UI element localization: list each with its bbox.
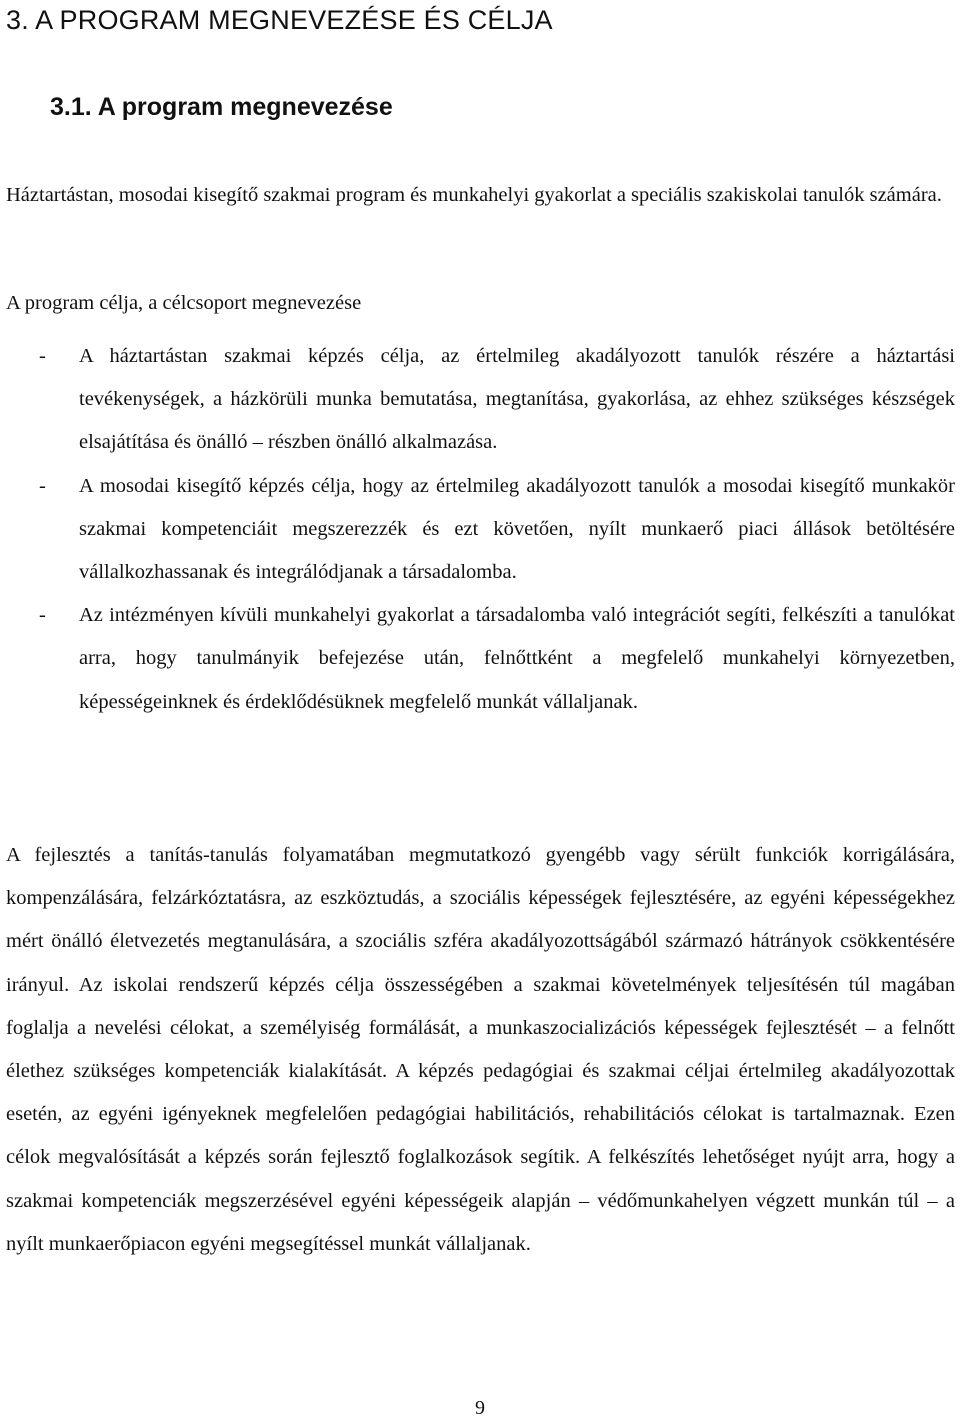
list-item-text: A mosodai kisegítő képzés célja, hogy az értelmileg akadályozott tanulók a mosodai kisegítő munkakör szakmai kompetenciáit megszerezzék és ezt követően, nyílt munkaerő piaci állások betöltésére vállalkozhassanak és integrálódjanak a társadalomba. xyxy=(79,474,955,584)
intro-paragraph: Háztartástan, mosodai kisegítő szakmai program és munkahelyi gyakorlat a speciális szakiskolai tanulók számára. xyxy=(6,184,942,206)
closing-paragraph: A fejlesztés a tanítás-tanulás folyamatában megmutatkozó gyengébb vagy sérült funkciók korrigálására, kompenzálására, felzárkóztatásra, az eszköztudás, a szociális képességek fejlesztésére, az egyéni képességekhez mért önálló életvezetés megtanulására, a szociális szféra akadályozottságából származó hátrányok csökkentésére irányul. Az iskolai rendszerű képzés célja összességében a szakmai követelmények teljesítésén túl magában foglalja a nevelési célokat, a személyiség formálását, a munkaszocializációs képességek fejlesztését – a felnőtt élethez szükséges kompetenciák kialakítását. A képzés pedagógiai és szakmai céljai értelmileg akadályozottak esetén, az egyéni igényeknek megfelelően pedagógiai habilitációs, rehabilitációs célokat is tartalmaznak. Ezen célok megvalósítását a képzés során fejlesztő foglalkozások segítik. A felkészítés lehetőséget nyújt arra, hogy a szakmai kompetenciák megszerzésével egyéni képességeik alapján – védőmunkahelyen végzett munkán túl – a nyílt munkaerőpiacon egyéni megsegítéssel munkát vállaljanak. xyxy=(6,844,955,1255)
list-item xyxy=(6,465,955,595)
goals-heading: A program célja, a célcsoport megnevezése xyxy=(6,292,362,314)
list-dash: - xyxy=(39,604,46,627)
list-item xyxy=(6,594,955,724)
list-item-text: A háztartástan szakmai képzés célja, az értelmileg akadályozott tanulók részére a háztartási tevékenységek, a házkörüli munka bemutatása, megtanítása, gyakorlása, az ehhez szükséges készségek elsajátítása és önálló – részben önálló alkalmazása. xyxy=(79,345,955,454)
list-item xyxy=(6,335,955,465)
list-dash: - xyxy=(39,345,46,367)
list-item-text: Az intézményen kívüli munkahelyi gyakorlat a társadalomba való integrációt segíti, felkészíti a tanulókat arra, hogy tanulmányik befejezése után, felnőttként a megfelelő munkahelyi környezetben, képességeinknek és érdeklődésüknek megfelelő munkát vállaljanak. xyxy=(79,604,955,713)
page-number: 9 xyxy=(475,1397,485,1419)
goal-list xyxy=(6,335,955,724)
list-dash: - xyxy=(39,474,46,497)
chapter-title: 3. A PROGRAM MEGNEVEZÉSE ÉS CÉLJA xyxy=(6,5,553,35)
section-title: 3.1. A program megnevezése xyxy=(50,93,393,121)
